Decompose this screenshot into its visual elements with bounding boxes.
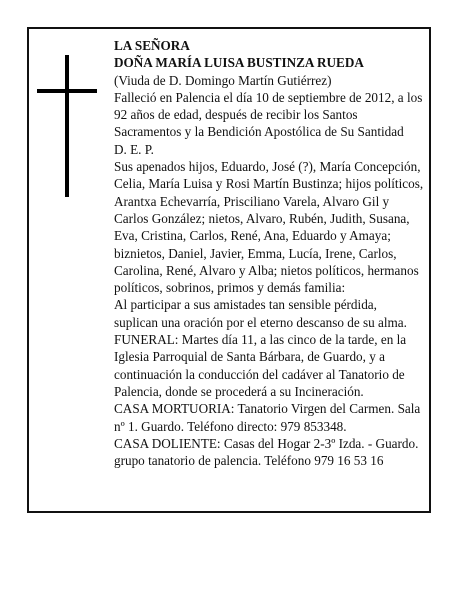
casa-mortuoria: CASA MORTUORIA: Tanatorio Virgen del Carmen. Sala nº 1. Guardo. Teléfono directo: 979 853348.	[114, 401, 421, 434]
casa-doliente: CASA DOLIENTE: Casas del Hogar 2-3º Izda. - Guardo.	[114, 435, 419, 451]
prayer-request: Al participar a sus amistades tan sensible pérdida, suplican una oración por el eterno descanso de su alma.	[114, 297, 407, 330]
funeral-info: FUNERAL: Martes día 11, a las cinco de la tarde, en la Iglesia Parroquial de Santa Bárbara, de Guardo, y a continuación la conducción del cadáver al Tanatorio de Palencia, donde se procederá a su Incineración.	[114, 332, 407, 399]
footer-contact: grupo tanatorio de palencia. Teléfono 979 16 53 16	[114, 453, 384, 469]
cross-icon-crossbar	[37, 89, 97, 93]
family-list: Sus apenados hijos, Eduardo, José (?), María Concepción, Celia, María Luisa y Rosi Martín Bustinza; hijos políticos, Arantxa Echevarría, Prisciliano Varela, Alvaro Gil y Carlos González; nietos, Alvaro, Rubén, Judith, Susana, Eva, Cristina, Carlos, René, Ana, Eduardo y Amaya; biznietos, Daniel, Javier, Emma, Lucía, Irene, Carlos, Carolina, René, Alvaro y Alba; nietos políticos, hermanos políticos, sobrinos, primos y demás familia:	[114, 159, 424, 296]
obituary-title: LA SEÑORA	[114, 38, 190, 53]
death-notice: Falleció en Palencia el día 10 de septiembre de 2012, a los 92 años de edad, después de recibir los Santos Sacramentos y la Bendición Apostólica de Su Santidad	[114, 89, 423, 140]
cross-icon	[65, 55, 69, 197]
obituary-text	[114, 37, 424, 469]
deceased-name: DOÑA MARÍA LUISA BUSTINZA RUEDA	[114, 55, 364, 71]
dep-line: D. E. P.	[114, 141, 154, 157]
widow-subtitle: (Viuda de D. Domingo Martín Gutiérrez)	[114, 72, 332, 88]
